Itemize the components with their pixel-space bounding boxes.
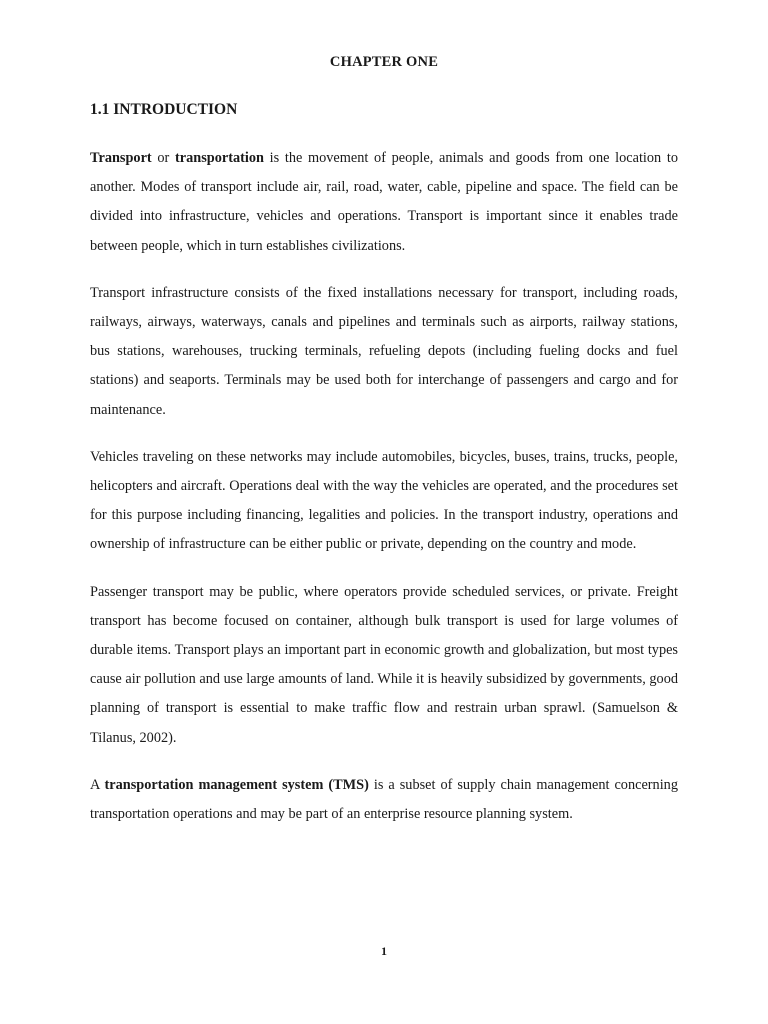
paragraph-text: or [151,150,175,166]
chapter-title: CHAPTER ONE [329,54,439,70]
bold-term-tms: transportation management system (TMS) [104,776,369,793]
paragraph-tms [90,771,678,829]
document-page [90,52,678,829]
paragraph-infrastructure: Transport infrastructure consists of the fixed installations necessary for transport, including roads, railways, airways, waterways, canals and pipelines and terminals such as airports, railway stations, bus stations, warehouses, trucking terminals, refueling depots (including fueling docks and fuel stations) and seaports. Terminals may be used both for interchange of passengers and cargo and for maintenance. [90,284,678,418]
bold-term-transport: Transport [90,150,152,166]
section-heading: 1.1 INTRODUCTION [90,101,238,118]
page-number: 1 [381,944,387,958]
paragraph-text: A [90,776,105,793]
paragraph-text: is the movement of people, animals and goods from one location to another. Modes of transport include air, rail, road, water, cable, pipeline and space. The field can be divided into infrastructure, vehicles and operations. Transport is important since it enables trade between people, which in turn establishes civilizations. [90,150,678,254]
paragraph-passenger-transport: Passenger transport may be public, where operators provide scheduled services, or private. Freight transport has become focused on container, although bulk transport is used for large volumes of durable items. Transport plays an important part in economic growth and globalization, but most types cause air pollution and use large amounts of land. While it is heavily subsidized by governments, good planning of transport is essential to make traffic flow and restrain urban sprawl. (Samuelson & Tilanus, 2002). [90,583,678,746]
bold-term-transportation: transportation [174,150,264,166]
paragraph-transport-definition [90,144,678,261]
paragraph-text: is a subset of supply chain management concerning transportation operations and may be part of an enterprise resource planning system. [90,776,678,823]
paragraph-vehicles: Vehicles traveling on these networks may include automobiles, bicycles, buses, trains, trucks, people, helicopters and aircraft. Operations deal with the way the vehicles are operated, and the procedures set for this purpose including financing, legalities and policies. In the transport industry, operations and ownership of infrastructure can be either public or private, depending on the country and mode. [90,448,678,553]
